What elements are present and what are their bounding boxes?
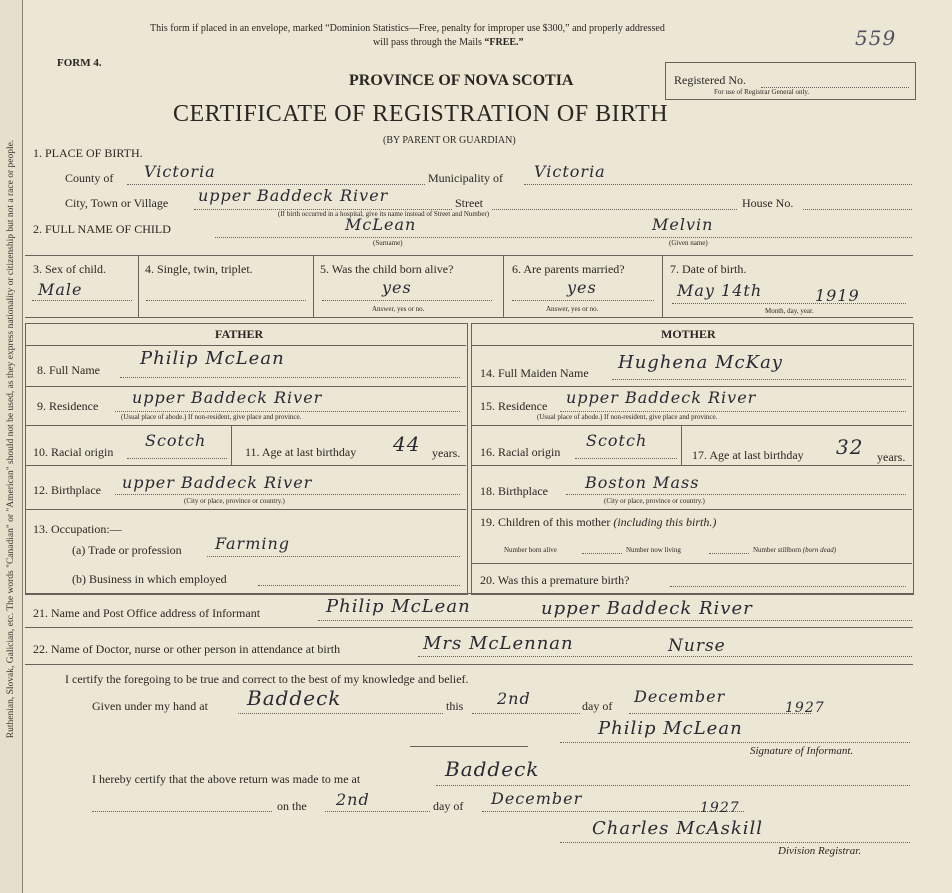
father-res-value: upper Baddeck River <box>132 388 323 407</box>
sex-value: Male <box>38 280 83 299</box>
mother-birthplace-label: 18. Birthplace <box>480 484 548 498</box>
registrar-place: Baddeck <box>445 757 540 781</box>
mother-age-label: 17. Age at last birthday <box>692 448 804 462</box>
given-month: December <box>634 687 726 706</box>
father-res-note: (Usual place of abode.) If non-resident, give place and province. <box>121 413 302 421</box>
mother-birthplace-note: (City or place, province or country.) <box>604 497 705 505</box>
day-of-label: day of <box>582 699 613 713</box>
given-place: Baddeck <box>247 686 342 710</box>
date-year: 1919 <box>815 286 860 305</box>
occupation-label: 13. Occupation:— <box>33 522 122 536</box>
form-number: FORM 4. <box>57 57 102 69</box>
stillborn-label: Number stillborn (born dead) <box>753 546 837 554</box>
father-age-label: 11. Age at last birthday <box>245 445 357 459</box>
given-label: (Given name) <box>669 239 708 247</box>
father-age-value: 44 <box>393 432 421 456</box>
registered-label: Registered No. <box>674 73 746 87</box>
informant-label: 21. Name and Post Office address of Informant <box>33 606 261 620</box>
mother-race-value: Scotch <box>586 431 648 450</box>
informant-name: Philip McLean <box>326 596 471 617</box>
registrar-day-of-label: day of <box>433 799 464 813</box>
sex-label: 3. Sex of child. <box>33 262 106 276</box>
stamp-number: 559 <box>855 26 897 50</box>
mother-name-value: Hughena McKay <box>618 352 783 373</box>
certify-text: I certify the foregoing to be true and correct to the best of my knowledge and belief. <box>65 672 469 686</box>
city-label: City, Town or Village <box>65 196 169 210</box>
father-birthplace-value: upper Baddeck River <box>122 473 313 492</box>
this-label: this <box>446 699 464 713</box>
on-the-label: on the <box>277 799 307 813</box>
mother-res-note: (Usual place of abode.) If non-resident, give place and province. <box>537 413 718 421</box>
alive-note: Answer, yes or no. <box>372 305 425 313</box>
father-birthplace-label: 12. Birthplace <box>33 483 101 497</box>
county-label: County of <box>65 171 114 185</box>
father-race-label: 10. Racial origin <box>33 445 114 459</box>
registrar-text: I hereby certify that the above return was made to me at <box>92 772 361 786</box>
mother-res-value: upper Baddeck River <box>566 388 757 407</box>
informant-address: upper Baddeck River <box>541 598 753 619</box>
given-label: Given under my hand at <box>92 699 208 713</box>
child-given: Melvin <box>652 215 714 234</box>
subtitle: (BY PARENT OR GUARDIAN) <box>383 135 516 146</box>
registered-box <box>665 62 916 100</box>
house-label: House No. <box>742 196 794 210</box>
registrar-signature: Charles McAskill <box>592 818 763 839</box>
street-label: Street <box>455 196 483 210</box>
child-surname: McLean <box>345 215 417 234</box>
registrar-year: 1927 <box>700 800 740 816</box>
city-value: upper Baddeck River <box>198 186 389 205</box>
municipality-value: Victoria <box>534 162 606 181</box>
mother-heading: MOTHER <box>661 327 716 341</box>
married-value: yes <box>567 278 597 297</box>
father-race-value: Scotch <box>145 431 207 450</box>
page-title: CERTIFICATE OF REGISTRATION OF BIRTH <box>173 101 669 127</box>
registrar-label: Division Registrar. <box>778 845 862 857</box>
trade-label: (a) Trade or profession <box>72 543 182 557</box>
side-note-band <box>0 0 23 893</box>
surname-label: (Surname) <box>373 239 403 247</box>
now-living-label: Number now living <box>626 546 681 554</box>
mail-notice-line1: This form if placed in an envelope, marked “Dominion Statistics—Free, penalty for improper use $300,” and properly addressed <box>150 23 665 34</box>
mother-name-label: 14. Full Maiden Name <box>480 366 589 380</box>
mother-res-label: 15. Residence <box>480 399 548 413</box>
date-day: May 14th <box>677 281 763 300</box>
married-note: Answer, yes or no. <box>546 305 599 313</box>
father-name-label: 8. Full Name <box>37 363 100 377</box>
alive-label: 5. Was the child born alive? <box>320 262 454 276</box>
date-note: Month, day, year. <box>765 307 814 315</box>
single-label: 4. Single, twin, triplet. <box>145 262 253 276</box>
father-birthplace-note: (City or place, province or country.) <box>184 497 285 505</box>
informant-signature: Philip McLean <box>598 718 743 739</box>
mother-age-value: 32 <box>836 435 864 459</box>
married-label: 6. Are parents married? <box>512 262 625 276</box>
father-heading: FATHER <box>215 327 264 341</box>
hospital-note: (If birth occurred in a hospital, give its name instead of Street and Number) <box>278 210 490 218</box>
side-note: Ruthenian, Slovak, Galician, etc. The words "Canadian" or "American" should not be used, as they express nationality or citizenship but not a race or people. <box>6 139 16 739</box>
mother-race-label: 16. Racial origin <box>480 445 561 459</box>
given-day: 2nd <box>497 689 531 708</box>
informant-signature-label: Signature of Informant. <box>750 745 854 757</box>
children-label: 19. Children of this mother (including this birth.) <box>480 515 717 529</box>
trade-value: Farming <box>215 534 291 553</box>
mother-birthplace-value: Boston Mass <box>585 473 700 492</box>
registrar-month: December <box>491 789 583 808</box>
business-label: (b) Business in which employed <box>72 572 227 586</box>
place-heading: 1. PLACE OF BIRTH. <box>33 146 143 160</box>
father-years: years. <box>432 446 461 460</box>
doctor-role: Nurse <box>668 636 726 656</box>
father-name-value: Philip McLean <box>140 348 285 369</box>
province-heading: PROVINCE OF NOVA SCOTIA <box>349 72 574 89</box>
child-heading: 2. FULL NAME OF CHILD <box>33 222 171 236</box>
registered-note: For use of Registrar General only. <box>714 88 810 96</box>
mail-notice-line2: will pass through the Mails “FREE.” <box>373 37 524 48</box>
premature-label: 20. Was this a premature birth? <box>480 573 630 587</box>
registrar-day: 2nd <box>336 790 370 809</box>
mother-years: years. <box>877 450 906 464</box>
father-res-label: 9. Residence <box>37 399 99 413</box>
born-alive-label: Number born alive <box>504 546 557 554</box>
doctor-value: Mrs McLennan <box>423 633 574 654</box>
date-label: 7. Date of birth. <box>670 262 747 276</box>
county-value: Victoria <box>144 162 216 181</box>
doctor-label: 22. Name of Doctor, nurse or other person in attendance at birth <box>33 642 341 656</box>
given-year: 1927 <box>785 700 825 716</box>
municipality-label: Municipality of <box>428 171 503 185</box>
alive-value: yes <box>382 278 412 297</box>
